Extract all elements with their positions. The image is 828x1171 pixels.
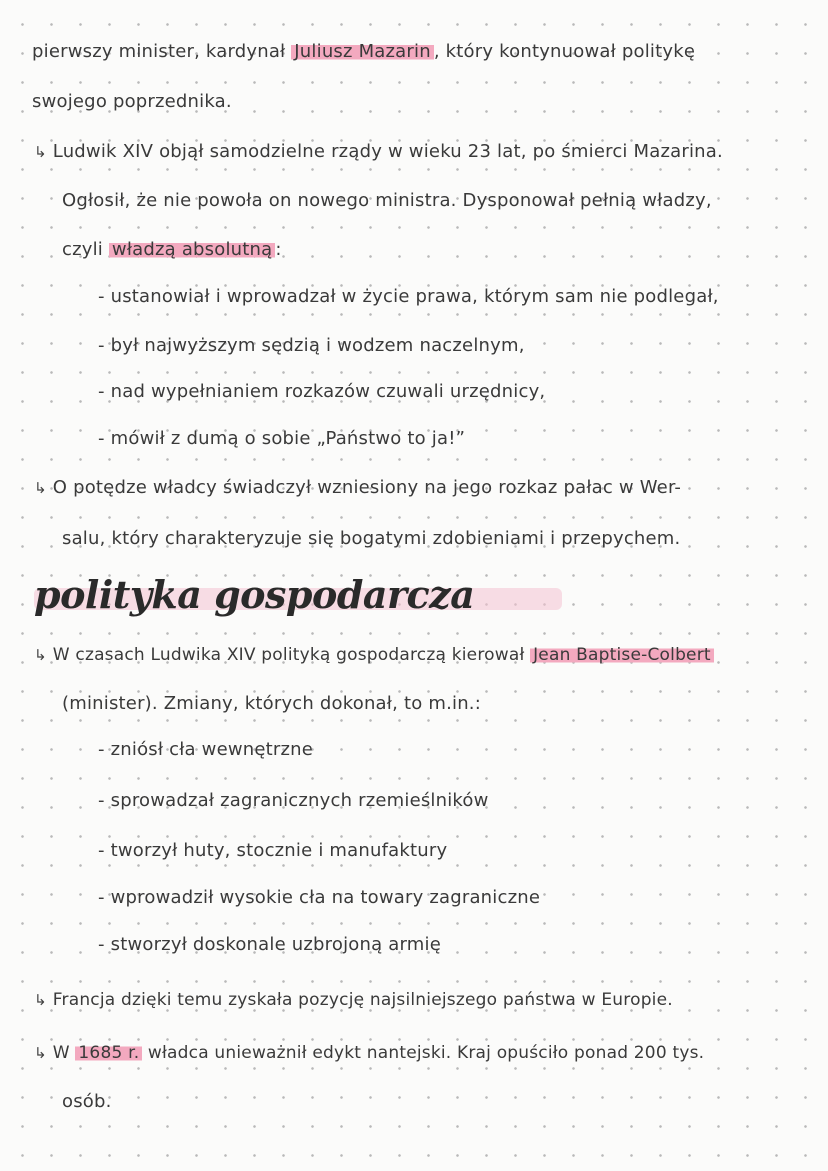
list-item — [98, 886, 540, 910]
text-line-12 — [34, 643, 714, 667]
text-line-3 — [34, 140, 723, 164]
text-segment: Ludwik XIV objął samodzielne rządy w wieku 23 lat, po śmierci Mazarina. — [52, 141, 723, 162]
arrow-bullet-icon: ↳ — [34, 646, 47, 664]
list-item — [98, 285, 719, 309]
text-line-13 — [62, 692, 481, 716]
list-item — [98, 334, 525, 358]
text-segment: W czasach Ludwika XIV polityką gospodarczą kierował — [52, 645, 531, 665]
text-line-2 — [32, 90, 232, 114]
text-line-4 — [62, 189, 712, 213]
highlighted-year-1685: 1685 r. — [75, 1043, 142, 1063]
text-segment: (minister). Zmiany, których dokonał, to m.in.: — [62, 693, 481, 714]
text-segment: O potędze władcy świadczył wzniesiony na jego rozkaz pałac w Wer- — [52, 477, 682, 498]
text-segment: - był najwyższym sędzią i wodzem naczelnym, — [98, 335, 525, 356]
text-line-21 — [62, 1090, 112, 1114]
highlighted-name-mazarin: Juliusz Mazarin — [291, 41, 434, 62]
list-item — [98, 380, 545, 404]
list-item — [98, 933, 441, 957]
text-line-19 — [34, 988, 673, 1012]
arrow-bullet-icon: ↳ — [34, 479, 47, 497]
text-segment: - wprowadził wysokie cła na towary zagraniczne — [98, 887, 541, 908]
text-line-10 — [34, 476, 681, 500]
text-line-11 — [62, 527, 680, 551]
text-segment: - tworzył huty, stocznie i manufaktury — [98, 840, 448, 861]
text-segment: osób. — [62, 1091, 112, 1112]
list-item — [98, 738, 313, 762]
text-segment: czyli — [62, 239, 109, 260]
text-segment: - stworzył doskonale uzbrojoną armię — [98, 934, 441, 955]
text-segment: salu, który charakteryzuje się bogatymi zdobieniami i przepychem. — [62, 528, 681, 549]
text-segment: pierwszy minister, kardynał — [32, 41, 292, 62]
text-segment: - ustanowiał i wprowadzał w życie prawa, którym sam nie podlegał, — [98, 286, 719, 307]
section-heading: polityka gospodarcza — [34, 572, 475, 617]
arrow-bullet-icon: ↳ — [34, 991, 47, 1009]
text-segment: - sprowadzał zagranicznych rzemieślników — [98, 790, 489, 811]
text-line-5 — [62, 238, 282, 262]
text-segment: Ogłosił, że nie powoła on nowego ministra. Dysponował pełnią władzy, — [62, 190, 712, 211]
text-segment: , który kontynuował politykę — [433, 41, 696, 62]
text-line-1 — [32, 40, 695, 64]
text-segment: - mówił z dumą o sobie „Państwo to ja!” — [98, 428, 466, 449]
text-segment: Francja dzięki temu zyskała pozycję najsilniejszego państwa w Europie. — [52, 990, 673, 1010]
highlighted-name-colbert: Jean Baptise-Colbert — [530, 645, 714, 665]
text-segment: W — [52, 1043, 76, 1063]
text-segment: : — [275, 239, 282, 260]
arrow-bullet-icon: ↳ — [34, 1044, 47, 1062]
list-item — [98, 839, 447, 863]
text-segment: władca unieważnił edykt nantejski. Kraj opuściło ponad 200 tys. — [142, 1043, 705, 1063]
list-item — [98, 789, 489, 813]
text-segment: swojego poprzednika. — [32, 91, 232, 112]
highlighted-term-absolute-power: władzą absolutną — [109, 239, 275, 260]
arrow-bullet-icon: ↳ — [34, 143, 47, 161]
text-segment: - zniósł cła wewnętrzne — [98, 739, 314, 760]
list-item — [98, 427, 465, 451]
text-segment: - nad wypełnianiem rozkazów czuwali urzędnicy, — [98, 381, 546, 402]
text-line-20 — [34, 1041, 704, 1065]
